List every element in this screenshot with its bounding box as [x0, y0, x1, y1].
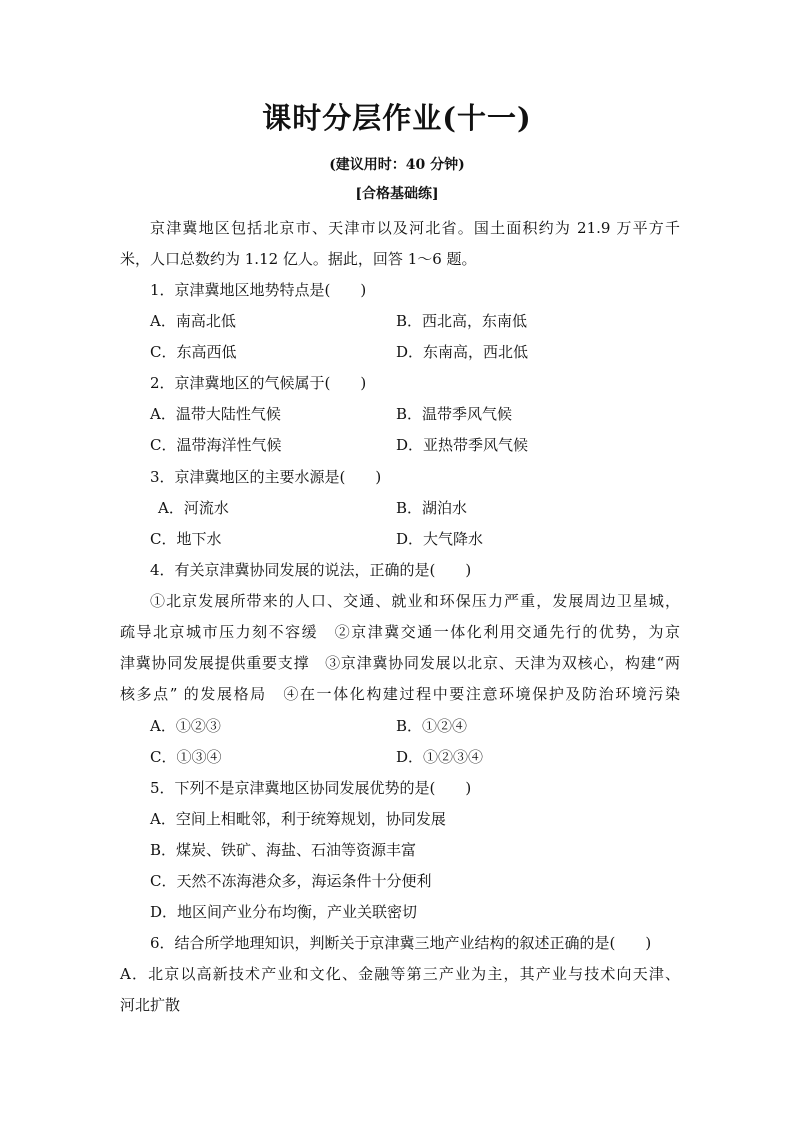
q3-option-a: A．河流水	[158, 499, 229, 517]
q6-option-a-line-1: A．北京以高新技术产业和文化、金融等第三产业为主，其产业与技术向天津、	[120, 965, 680, 983]
q5-option-c: C．天然不冻海港众多，海运条件十分便利	[150, 872, 432, 890]
section-heading: [合格基础练]	[355, 186, 439, 202]
q4-stem: 4．有关京津冀协同发展的说法，正确的是( )	[150, 561, 472, 579]
q6-stem: 6．结合所学地理知识，判断关于京津冀三地产业结构的叙述正确的是( )	[150, 934, 652, 952]
q3-stem: 3．京津冀地区的主要水源是( )	[150, 468, 382, 486]
q3-option-d: D．大气降水	[396, 530, 484, 548]
q1-option-d: D．东南高，西北低	[396, 343, 529, 361]
q5-stem: 5．下列不是京津冀地区协同发展优势的是( )	[150, 779, 472, 797]
q3-option-c: C．地下水	[150, 530, 222, 548]
q2-stem: 2．京津冀地区的气候属于( )	[150, 374, 367, 392]
q1-option-a: A．南高北低	[150, 312, 236, 330]
q4-body-line-4: 核多点” 的发展格局 ④在一体化构建过程中要注意环境保护及防治环境污染	[120, 685, 680, 703]
q4-body-line-1: ①北京发展所带来的人口、交通、就业和环保压力严重，发展周边卫星城，	[150, 592, 680, 610]
q4-body-line-2: 疏导北京城市压力刻不容缓 ②京津冀交通一体化利用交通先行的优势，为京	[120, 623, 680, 641]
q5-option-d: D．地区间产业分布均衡，产业关联密切	[150, 903, 418, 921]
q1-option-c: C．东高西低	[150, 343, 237, 361]
q4-body-line-3: 津冀协同发展提供重要支撑 ③京津冀协同发展以北京、天津为双核心，构建“两	[120, 654, 680, 672]
time-note: (建议用时：40 分钟)	[329, 157, 465, 173]
q5-option-a: A．空间上相毗邻，利于统筹规划，协同发展	[150, 810, 446, 828]
q5-option-b: B．煤炭、铁矿、海盐、石油等资源丰富	[150, 841, 417, 859]
q4-option-c: C．①③④	[150, 748, 222, 766]
q4-option-d: D．①②③④	[396, 748, 484, 766]
q3-option-b: B．湖泊水	[396, 499, 468, 517]
intro-line-1: 京津冀地区包括北京市、天津市以及河北省。国土面积约为 21.9 万平方千	[150, 219, 680, 237]
q1-option-b: B．西北高，东南低	[396, 312, 528, 330]
q2-option-c: C．温带海洋性气候	[150, 436, 282, 454]
intro-line-2: 米，人口总数约为 1.12 亿人。据此，回答 1～6 题。	[120, 250, 477, 268]
q2-option-d: D．亚热带季风气候	[396, 436, 529, 454]
q4-option-a: A．①②③	[150, 717, 221, 735]
q2-option-b: B．温带季风气候	[396, 405, 513, 423]
q2-option-a: A．温带大陆性气候	[150, 405, 281, 423]
page-title: 课时分层作业(十一)	[262, 101, 532, 135]
q4-option-b: B．①②④	[396, 717, 468, 735]
q1-stem: 1．京津冀地区地势特点是( )	[150, 281, 367, 299]
q6-option-a-line-2: 河北扩散	[120, 996, 181, 1014]
